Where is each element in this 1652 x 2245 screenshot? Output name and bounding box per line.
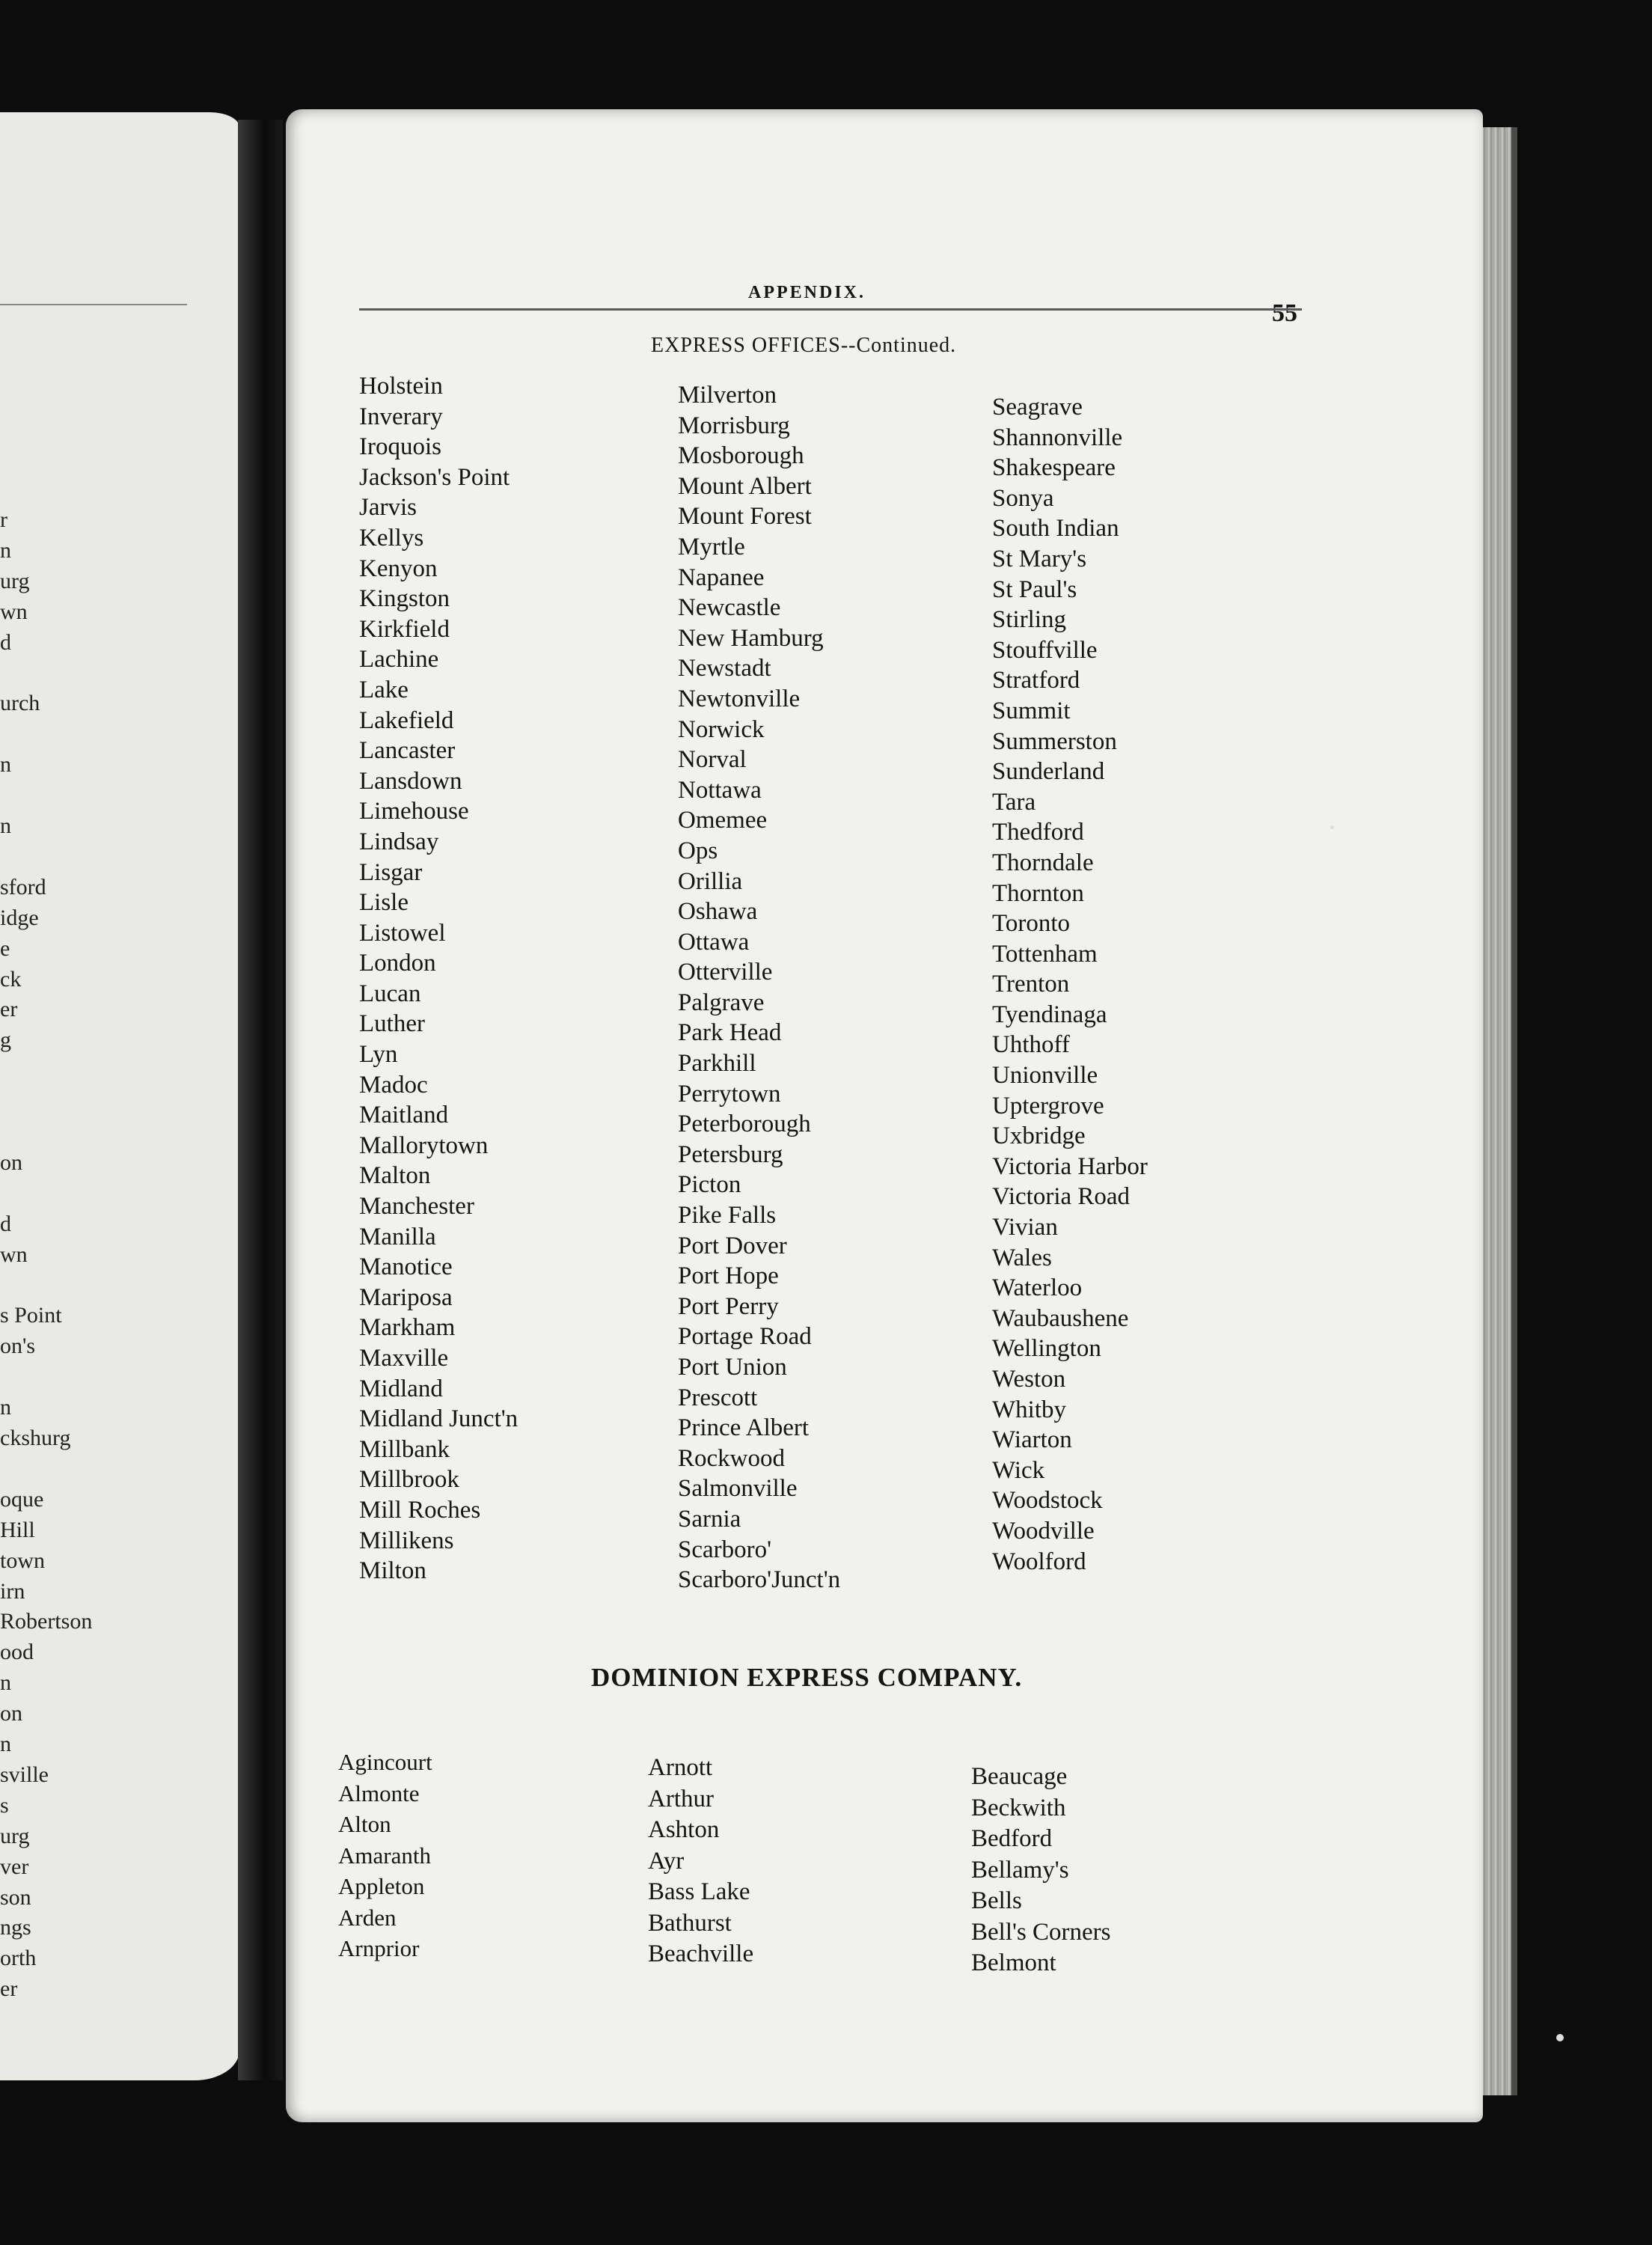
place-name: Lancaster xyxy=(359,737,456,765)
place-name: Madoc xyxy=(359,1071,428,1099)
left-page-line: urg xyxy=(0,568,30,593)
express-column-1 xyxy=(359,371,518,1586)
running-head: APPENDIX. xyxy=(748,283,866,302)
place-name: Otterville xyxy=(678,959,773,986)
left-page-line: orth xyxy=(0,1946,37,1971)
place-name: Woolford xyxy=(992,1548,1086,1575)
place-name: Pike Falls xyxy=(678,1202,777,1230)
place-name: Napanee xyxy=(678,563,765,591)
place-name: Summit xyxy=(992,697,1071,724)
place-name: Kingston xyxy=(359,585,450,613)
place-name: Rockwood xyxy=(678,1444,785,1472)
left-page-rule xyxy=(0,304,187,305)
place-name: Manchester xyxy=(359,1193,474,1221)
place-name: Bass Lake xyxy=(648,1878,750,1905)
place-name: Orillia xyxy=(678,867,743,895)
place-name: Mount Forest xyxy=(678,503,812,531)
place-name: Bathurst xyxy=(648,1909,732,1937)
place-name: Limehouse xyxy=(359,798,469,825)
place-name: Scarboro' xyxy=(678,1536,772,1563)
left-page-line: n xyxy=(0,752,11,778)
place-name: Newstadt xyxy=(678,655,771,682)
place-name: Midland Junct'n xyxy=(359,1405,518,1433)
place-name: Belmont xyxy=(971,1949,1056,1976)
place-name: Milverton xyxy=(678,382,777,409)
place-name: Victoria Road xyxy=(992,1183,1131,1211)
left-page-line: on xyxy=(0,1149,22,1175)
left-page-line: ngs xyxy=(0,1915,31,1940)
left-page-line: s Point xyxy=(0,1303,62,1328)
place-name: Sonya xyxy=(992,484,1054,512)
left-page-line: on's xyxy=(0,1334,36,1359)
left-page-line: wn xyxy=(0,1241,28,1267)
place-name: Kirkfield xyxy=(359,615,450,643)
place-name: Jackson's Point xyxy=(359,463,510,491)
place-name: Portage Road xyxy=(678,1323,812,1351)
place-name: Agincourt xyxy=(338,1749,432,1775)
speck xyxy=(1330,825,1334,829)
left-page-line: oque xyxy=(0,1486,44,1512)
place-name: Sarnia xyxy=(678,1505,741,1533)
place-name: Alton xyxy=(338,1811,391,1837)
express-column-2 xyxy=(678,380,840,1595)
place-name: Omemee xyxy=(678,807,768,834)
place-name: Maitland xyxy=(359,1102,449,1129)
place-name: Maxville xyxy=(359,1345,449,1372)
place-name: Millikens xyxy=(359,1527,454,1554)
place-name: Ayr xyxy=(648,1847,685,1875)
left-page-line: sville xyxy=(0,1762,49,1787)
place-name: Uxbridge xyxy=(992,1122,1086,1150)
left-page-line: town xyxy=(0,1548,45,1573)
place-name: Victoria Harbor xyxy=(992,1152,1148,1180)
speck xyxy=(1556,2034,1564,2041)
place-name: Arnott xyxy=(648,1754,713,1781)
place-name: Port Union xyxy=(678,1354,787,1381)
place-name: Morrisburg xyxy=(678,412,790,439)
place-name: Arthur xyxy=(648,1785,714,1812)
place-name: Unionville xyxy=(992,1062,1098,1090)
header-rule xyxy=(359,308,1302,311)
place-name: Listowel xyxy=(359,919,446,947)
left-page-line: idge xyxy=(0,905,39,930)
place-name: Woodstock xyxy=(992,1487,1103,1515)
place-name: Lucan xyxy=(359,980,421,1007)
place-name: Beckwith xyxy=(971,1794,1066,1821)
dominion-heading: DOMINION EXPRESS COMPANY. xyxy=(591,1663,1023,1692)
place-name: Myrtle xyxy=(678,533,745,561)
left-page-line: Robertson xyxy=(0,1609,93,1634)
left-page-line: wn xyxy=(0,599,28,624)
place-name: Wales xyxy=(992,1244,1052,1271)
place-name: Millbank xyxy=(359,1435,450,1463)
left-page-line: ood xyxy=(0,1640,34,1665)
place-name: Jarvis xyxy=(359,494,417,522)
place-name: Palgrave xyxy=(678,989,765,1016)
place-name: London xyxy=(359,950,436,977)
place-name: Lindsay xyxy=(359,828,439,855)
place-name: Thedford xyxy=(992,819,1084,846)
place-name: Beaucage xyxy=(971,1763,1068,1790)
express-offices-title: EXPRESS OFFICES--Continued. xyxy=(651,334,957,357)
place-name: Lisle xyxy=(359,889,409,917)
place-name: Lyn xyxy=(359,1041,398,1069)
place-name: Uhthoff xyxy=(992,1031,1070,1059)
left-page-line: sford xyxy=(0,874,46,899)
left-page-line: er xyxy=(0,1976,18,2002)
place-name: Port Perry xyxy=(678,1292,779,1320)
place-name: Sunderland xyxy=(992,758,1105,786)
place-name: Shakespeare xyxy=(992,454,1116,482)
left-page-line: er xyxy=(0,997,18,1022)
page-number: 55 xyxy=(1272,299,1297,327)
left-page-line: n xyxy=(0,1732,11,1756)
place-name: Picton xyxy=(678,1171,741,1199)
place-name: Stirling xyxy=(992,606,1067,634)
place-name: Iroquois xyxy=(359,433,441,461)
place-name: Holstein xyxy=(359,373,443,400)
place-name: Waubaushene xyxy=(992,1304,1129,1332)
place-name: Milton xyxy=(359,1557,426,1585)
place-name: Ottawa xyxy=(678,928,750,956)
left-page-line: ckshurg xyxy=(0,1426,71,1450)
left-page-line: ver xyxy=(0,1854,29,1879)
left-page-line: son xyxy=(0,1884,31,1910)
place-name: Inverary xyxy=(359,403,443,430)
left-page-line: d xyxy=(0,1211,11,1236)
left-page-line: n xyxy=(0,1395,11,1420)
left-page-line: r xyxy=(0,507,7,532)
place-name: Lansdown xyxy=(359,767,462,795)
left-page-line: e xyxy=(0,935,10,961)
place-name: Park Head xyxy=(678,1019,782,1047)
place-name: Appleton xyxy=(338,1873,425,1899)
place-name: Newtonville xyxy=(678,685,801,712)
place-name: Kenyon xyxy=(359,555,438,582)
place-name: Salmonville xyxy=(678,1475,798,1503)
place-name: Scarboro'Junct'n xyxy=(678,1566,841,1594)
place-name: Wiarton xyxy=(992,1426,1072,1454)
place-name: Mosborough xyxy=(678,442,804,470)
place-name: Millbrook xyxy=(359,1466,459,1494)
place-name: Waterloo xyxy=(992,1274,1083,1302)
left-page-line: n xyxy=(0,813,11,838)
place-name: Port Hope xyxy=(678,1262,779,1290)
place-name: Ashton xyxy=(648,1816,720,1843)
place-name: Toronto xyxy=(992,910,1071,938)
left-page-line: g xyxy=(0,1027,11,1053)
left-page-line: urg xyxy=(0,1823,30,1848)
place-name: Arden xyxy=(338,1904,397,1931)
place-name: Weston xyxy=(992,1366,1066,1393)
place-name: Norwick xyxy=(678,715,765,743)
place-name: Ops xyxy=(678,837,718,864)
place-name: Lisgar xyxy=(359,858,423,886)
place-name: Prescott xyxy=(678,1384,758,1411)
book-gutter xyxy=(238,120,283,2080)
place-name: Midland xyxy=(359,1375,443,1402)
place-name: Arnprior xyxy=(338,1935,420,1961)
place-name: Luther xyxy=(359,1010,425,1038)
place-name: St Mary's xyxy=(992,545,1087,572)
place-name: Bells xyxy=(971,1887,1022,1914)
left-page-line: irn xyxy=(0,1578,25,1604)
place-name: Nottawa xyxy=(678,776,762,804)
dominion-column-1 xyxy=(338,1747,432,1964)
place-name: Petersburg xyxy=(678,1140,783,1168)
place-name: Almonte xyxy=(338,1780,420,1806)
place-name: St Paul's xyxy=(992,575,1077,603)
place-name: Markham xyxy=(359,1314,456,1342)
place-name: Thornton xyxy=(992,879,1084,907)
place-name: Newcastle xyxy=(678,594,781,622)
place-name: Oshawa xyxy=(678,898,758,926)
place-name: Manilla xyxy=(359,1223,436,1250)
place-name: Tyendinaga xyxy=(992,1001,1107,1028)
left-page-line: n xyxy=(0,537,11,563)
place-name: Tara xyxy=(992,788,1036,816)
express-column-3 xyxy=(992,392,1148,1577)
place-name: Perrytown xyxy=(678,1080,781,1108)
left-page-line: Hill xyxy=(0,1517,35,1542)
place-name: Vivian xyxy=(992,1214,1058,1241)
place-name: Wellington xyxy=(992,1335,1101,1363)
left-page-line: urch xyxy=(0,691,40,716)
place-name: Trenton xyxy=(992,971,1070,998)
left-page-fragment xyxy=(0,112,239,2080)
place-name: Mill Roches xyxy=(359,1496,481,1524)
place-name: Wick xyxy=(992,1456,1045,1484)
place-name: Lachine xyxy=(359,646,439,674)
place-name: Tottenham xyxy=(992,940,1098,968)
place-name: New Hamburg xyxy=(678,624,824,652)
place-name: Manotice xyxy=(359,1253,453,1281)
place-name: South Indian xyxy=(992,515,1119,543)
place-name: Shannonville xyxy=(992,424,1123,451)
place-name: Malton xyxy=(359,1162,431,1190)
place-name: Peterborough xyxy=(678,1111,811,1138)
place-name: Bedford xyxy=(971,1825,1053,1852)
left-page-line: n xyxy=(0,1670,11,1696)
place-name: Mount Albert xyxy=(678,472,812,500)
place-name: Whitby xyxy=(992,1396,1066,1423)
dominion-column-3 xyxy=(971,1762,1111,1979)
place-name: Bell's Corners xyxy=(971,1918,1111,1946)
place-name: Lakefield xyxy=(359,706,454,734)
place-name: Woodville xyxy=(992,1517,1095,1545)
left-page-line: ck xyxy=(0,966,22,992)
place-name: Port Dover xyxy=(678,1232,787,1259)
left-page-line: s xyxy=(0,1792,9,1818)
place-name: Mariposa xyxy=(359,1283,453,1311)
place-name: Lake xyxy=(359,676,409,703)
place-name: Mallorytown xyxy=(359,1131,489,1159)
left-page-line: on xyxy=(0,1701,22,1726)
dominion-column-2 xyxy=(648,1753,753,1970)
place-name: Uptergrove xyxy=(992,1092,1104,1120)
place-name: Prince Albert xyxy=(678,1414,810,1442)
place-name: Seagrave xyxy=(992,394,1083,421)
place-name: Beachville xyxy=(648,1940,754,1967)
left-page-line: d xyxy=(0,629,11,655)
place-name: Amaranth xyxy=(338,1842,431,1869)
place-name: Stratford xyxy=(992,667,1080,694)
place-name: Stouffville xyxy=(992,636,1098,664)
place-name: Norval xyxy=(678,746,747,774)
place-name: Kellys xyxy=(359,524,424,552)
place-name: Summerston xyxy=(992,727,1117,755)
place-name: Thorndale xyxy=(992,849,1094,876)
place-name: Bellamy's xyxy=(971,1856,1069,1884)
place-name: Parkhill xyxy=(678,1050,756,1078)
